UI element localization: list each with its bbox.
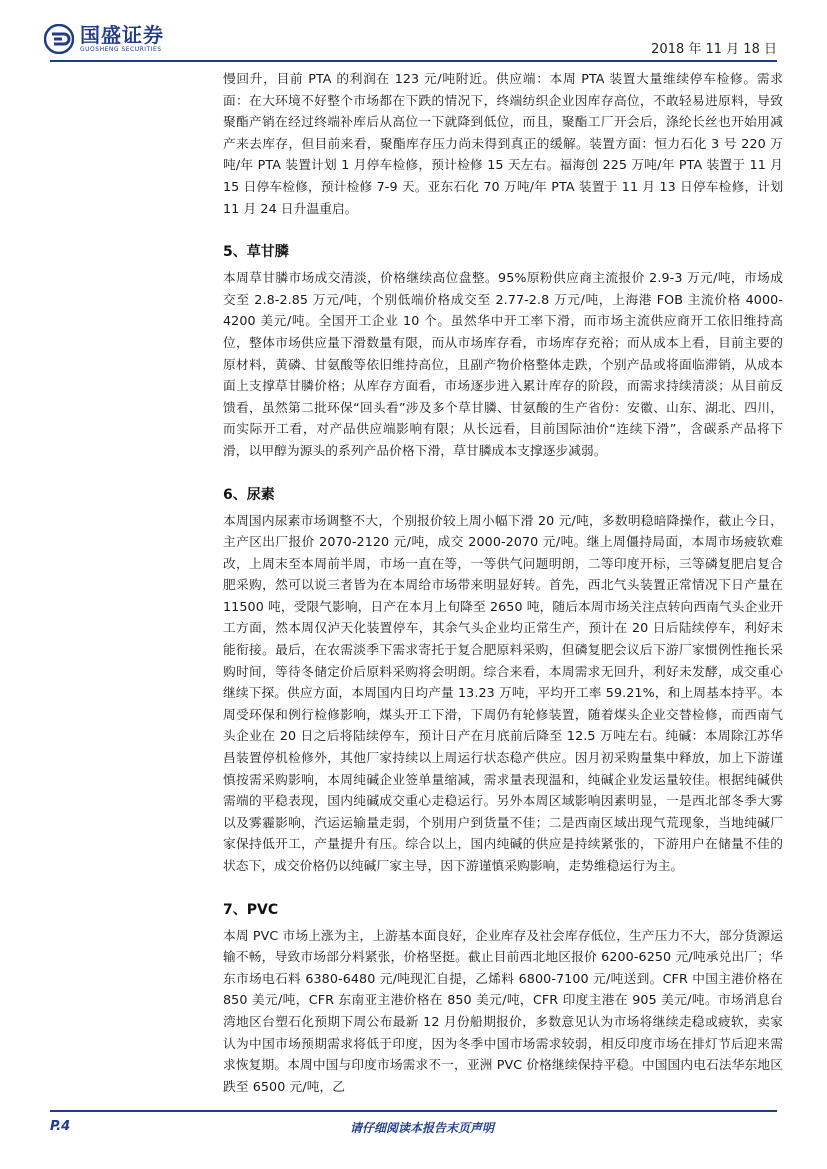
page-footer [50,1115,777,1145]
header-divider [50,60,777,62]
page-header [0,0,827,60]
section-paragraph-glyphosate: 本周草甘膦市场成交清淡，价格继续高位盘整。95%原粉供应商主流报价 2.9-3 万元/吨，市场成交至 2.8-2.85 万元/吨，个别低端价格成交至 2.77-2.8 万元/吨，上海港 FOB 主流价格 4000-4200 美元/吨。全国开工企业 10 个。虽然华中开工率下滑，而市场主流供应商开工依旧维持高位，整体市场供应量下滑数量有限，而从市场库存看，市场库存充裕；而从成本上看，目前主要的原材料，黄磷、甘氨酸等依旧维持高位，且副产物价格整体走跌，个别产品或将面临滞销，从成本面上支撑草甘膦价格；从库存方面看，市场逐步进入累计库存的阶段，而需求持续清淡；从目前反馈看，虽然第二批环保“回头看”涉及多个草甘膦、甘氨酸的生产省份：安徽、山东、湖北、四川，而实际开工看，对产品供应端影响有限；从长远看，目前国际油价“连续下滑”，含碳系产品将下滑，以甲醇为源头的系列产品价格下滑，草甘膦成本支撑逐步减弱。 [223,270,783,458]
logo-mark-icon [44,24,74,54]
brand-name-en: GUOSHENG SECURITIES [80,46,162,53]
section-paragraph-urea: 本周国内尿素市场调整不大，个别报价较上周小幅下滑 20 元/吨，多数明稳暗降操作，截止今日，主产区出厂报价 2070-2120 元/吨，成交 2000-2070 元/吨。继上周僵持局面，本周市场疲软难改，上周末至本周前半周，市场一直在等，一等供气问题明朗，二等印度开标，三等磷复肥启复合肥采购，然可以说三者皆为在本周给市场带来明显好转。首先，西北气头装置正常情况下日产量在 11500 吨，受限气影响，日产在本月上旬降至 2650 吨，随后本周市场关注点转向西南气头企业开工方面，然本周仅泸天化装置停车，其余气头企业均正常生产，预计在 20 日后陆续停车，利好未能衔接。最后，在农需淡季下需求寄托于复合肥原料采购，但磷复肥会议后下游厂家惯例性拖长采购时间，等待冬储定价后原料采购将会明朗。综合来看，本周需求无回升，利好未发酵，成交重心继续下探。供应方面，本周国内日均产量 13.23 万吨，平均开工率 59.21%，和上周基本持平。本周受环保和例行检修影响，煤头开工下滑，下周仍有轮修装置，随着煤头企业交替检修，而西南气头企业在 20 日之后将陆续停车，预计日产在月底前后降至 12.5 万吨左右。纯碱：本周除江苏华昌装置停机检修外，其他厂家持续以上周运行状态稳产供应。因月初采购量集中释放，加上下游谨慎按需采购影响，本周纯碱企业签单量缩减，需求量表现温和，纯碱企业发运量较佳。根据纯碱供需端的平稳表现，国内纯碱成交重心走稳运行。另外本周区域影响因素明显，一是西北部冬季大雾以及雾霾影响，汽运运输量走弱，个别用户到货量不佳；二是西南区域出现气荒现象，当地纯碱厂家保持低开工，产量提升有压。综合以上，国内纯碱的供应是持续紧张的，下游用户在储量不佳的状态下，成交价格仍以纯碱厂家主导，因下游谨慎采购影响，走势维稳运行为主。 [223,512,783,873]
section-heading-urea: 6、尿素 [223,486,275,503]
footer-divider [50,1110,777,1112]
intro-paragraph: 慢回升，目前 PTA 的利润在 123 元/吨附近。供应端：本周 PTA 装置大量维续停车检修。需求面：在大环境不好整个市场都在下跌的情况下，终端纺织企业因库存高位，不敢轻易进原料，导致聚酯产销在经过终端补库后从高位一下就降到低位，而且，聚酯工厂开会后，涤纶长丝也开始用减产来去库存，但目前来看，聚酯库存压力尚未得到真正的缓解。装置方面：恒力石化 3 号 220 万吨/年 PTA 装置计划 1 月停车检修，预计检修 15 天左右。福海创 225 万吨/年 PTA 装置于 11 月 15 日停车检修，预计检修 7-9 天。亚东石化 70 万吨/年 PTA 装置于 11 月 13 日停车检修，计划 11 月 24 日升温重启。 [223,71,783,216]
report-body [223,68,783,1097]
section-paragraph-pvc: 本周 PVC 市场上涨为主，上游基本面良好，企业库存及社会库存低位，生产压力不大，部分货源运输不畅，导致市场部分料紧张，价格坚挺。截止目前西北地区报价 6200-6250 元/吨承兑出厂；华东市场电石料 6380-6480 元/吨现汇自提，乙烯料 6800-7100 元/吨送到。CFR 中国主港价格在 850 美元/吨，CFR 东南亚主港价格在 850 美元/吨，CFR 印度主港在 905 美元/吨。市场消息台湾地区台塑石化预期下周公布最新 12 月份船期报价，多数意见认为市场将继续走稳或疲软，卖家认为中国市场预期需求将低于印度，因为冬季中国市场需求较弱，相反印度市场在排灯节后迎来需求恢复期。本周中国与印度市场需求不一，亚洲 PVC 价格继续保持平稳。中国国内电石法华东地区跌至 6500 元/吨，乙 [223,927,783,1094]
section-heading-glyphosate: 5、草甘膦 [223,244,289,261]
company-logo [44,22,204,56]
disclaimer-text: 请仔细阅读本报告末页声明 [350,1121,495,1135]
page-number: P.4 [50,1119,71,1134]
section-heading-pvc: 7、PVC [223,901,279,918]
report-date: 2018 年 11 月 18 日 [651,42,777,57]
brand-name-cn: 国盛证券 [80,23,164,47]
